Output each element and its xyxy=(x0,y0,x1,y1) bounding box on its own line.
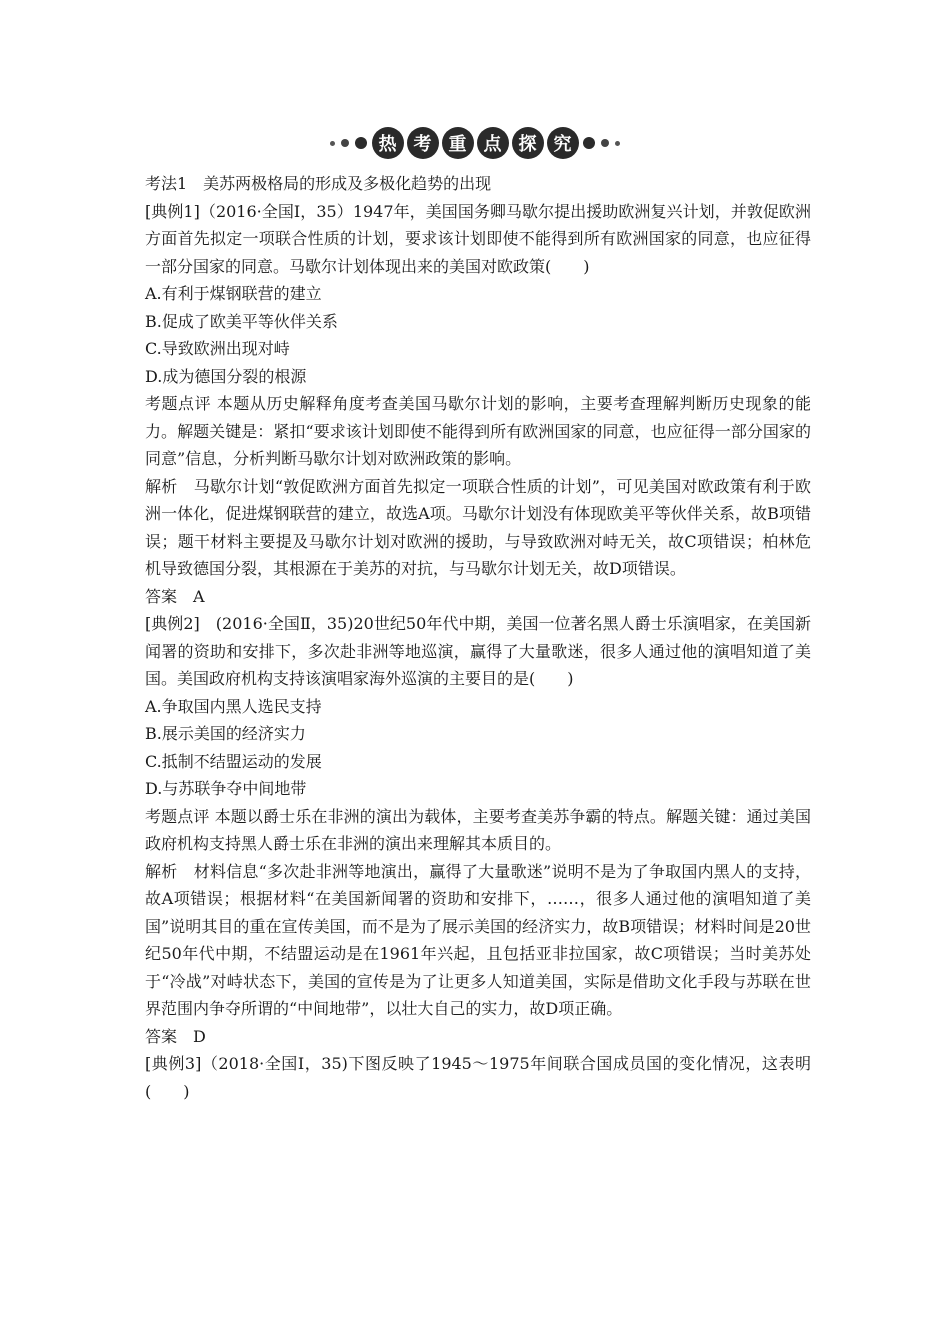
banner-char: 究 xyxy=(547,127,579,159)
example2-review: 考题点评 本题以爵士乐在非洲的演出为载体，主要考查美苏争霸的特点。解题关键：通过美国政府机构支持黑人爵士乐在非洲的演出来理解其本质目的。 xyxy=(145,806,811,853)
example2-stem: [典例2] (2016·全国Ⅱ，35)20世纪50年代中期，美国一位著名黑人爵士乐演唱家，在美国新闻署的资助和安排下，多次赴非洲等地巡演，赢得了大量歌迷，很多人通过他的演唱知道了美国。美国政府机构支持该演唱家海外巡演的主要目的是( ) xyxy=(145,614,811,688)
example2-option-a: A.争取国内黑人选民支持 xyxy=(145,696,322,716)
banner-char: 探 xyxy=(512,127,544,159)
example1-option-d: D.成为德国分裂的根源 xyxy=(145,366,307,386)
dot-icon xyxy=(601,139,609,147)
example2-answer: 答案 D xyxy=(145,1026,206,1046)
example3-stem: [典例3]（2018·全国Ⅰ，35)下图反映了1945～1975年间联合国成员国的变化情况，这表明( ) xyxy=(145,1054,811,1101)
dot-icon xyxy=(341,139,349,147)
dot-icon xyxy=(615,141,620,146)
example2-option-c: C.抵制不结盟运动的发展 xyxy=(145,751,322,771)
dot-icon xyxy=(583,137,595,149)
example1-option-a: A.有利于煤钢联营的建立 xyxy=(145,284,322,303)
example1-answer: 答案 A xyxy=(145,586,205,606)
banner-char: 点 xyxy=(477,127,509,159)
example1-option-c: C.导致欧洲出现对峙 xyxy=(145,339,290,358)
dot-icon xyxy=(330,141,335,146)
main-content xyxy=(145,170,811,1105)
banner-char: 重 xyxy=(442,127,474,159)
example1-review: 考题点评 本题从历史解释角度考查美国马歇尔计划的影响，主要考查理解判断历史现象的能力。解题关键是：紧扣“要求该计划即使不能得到所有欧洲国家的同意，也应征得一部分国家的同意”信息，分析判断马歇尔计划对欧洲政策的影响。 xyxy=(145,394,811,468)
example1-stem: [典例1]（2016·全国Ⅰ，35）1947年，美国国务卿马歇尔提出援助欧洲复兴计划，并敦促欧洲方面首先拟定一项联合性质的计划，要求该计划即使不能得到所有欧洲国家的同意，也应征得一部分国家的同意。马歇尔计划体现出来的美国对欧政策( ) xyxy=(145,201,811,276)
example1-option-b: B.促成了欧美平等伙伴关系 xyxy=(145,311,338,331)
section-title: 考法1 美苏两极格局的形成及多极化趋势的出现 xyxy=(145,174,492,193)
banner-char: 考 xyxy=(407,127,439,159)
section-banner xyxy=(0,122,950,164)
example2-option-d: D.与苏联争夺中间地带 xyxy=(145,779,307,798)
banner-char: 热 xyxy=(372,127,404,159)
example2-option-b: B.展示美国的经济实力 xyxy=(145,724,306,743)
dot-icon xyxy=(355,137,367,149)
example2-analysis: 解析 材料信息“多次赴非洲等地演出，赢得了大量歌迷”说明不是为了争取国内黑人的支持，故A项错误；根据材料“在美国新闻署的资助和安排下，……，很多人通过他的演唱知道了美国”说明其目的重在宣传美国，而不是为了展示美国的经济实力，故B项错误；材料时间是20世纪50年代中期，不结盟运动是在1961年兴起，且包括亚非拉国家，故C项错误；当时美苏处于“冷战”对峙状态下，美国的宣传是为了让更多人知道美国，实际是借助文化手段与苏联在世界范围内争夺所谓的“中间地带”，以壮大自己的实力，故D项正确。 xyxy=(145,861,811,1018)
example1-analysis: 解析 马歇尔计划“敦促欧洲方面首先拟定一项联合性质的计划”，可见美国对欧政策有利于欧洲一体化，促进煤钢联营的建立，故选A项。马歇尔计划没有体现欧美平等伙伴关系，故B项错误；题干材料主要提及马歇尔计划对欧洲的援助，与导致欧洲对峙无关，故C项错误；柏林危机导致德国分裂，其根源在于美苏的对抗，与马歇尔计划无关，故D项错误。 xyxy=(145,476,811,578)
